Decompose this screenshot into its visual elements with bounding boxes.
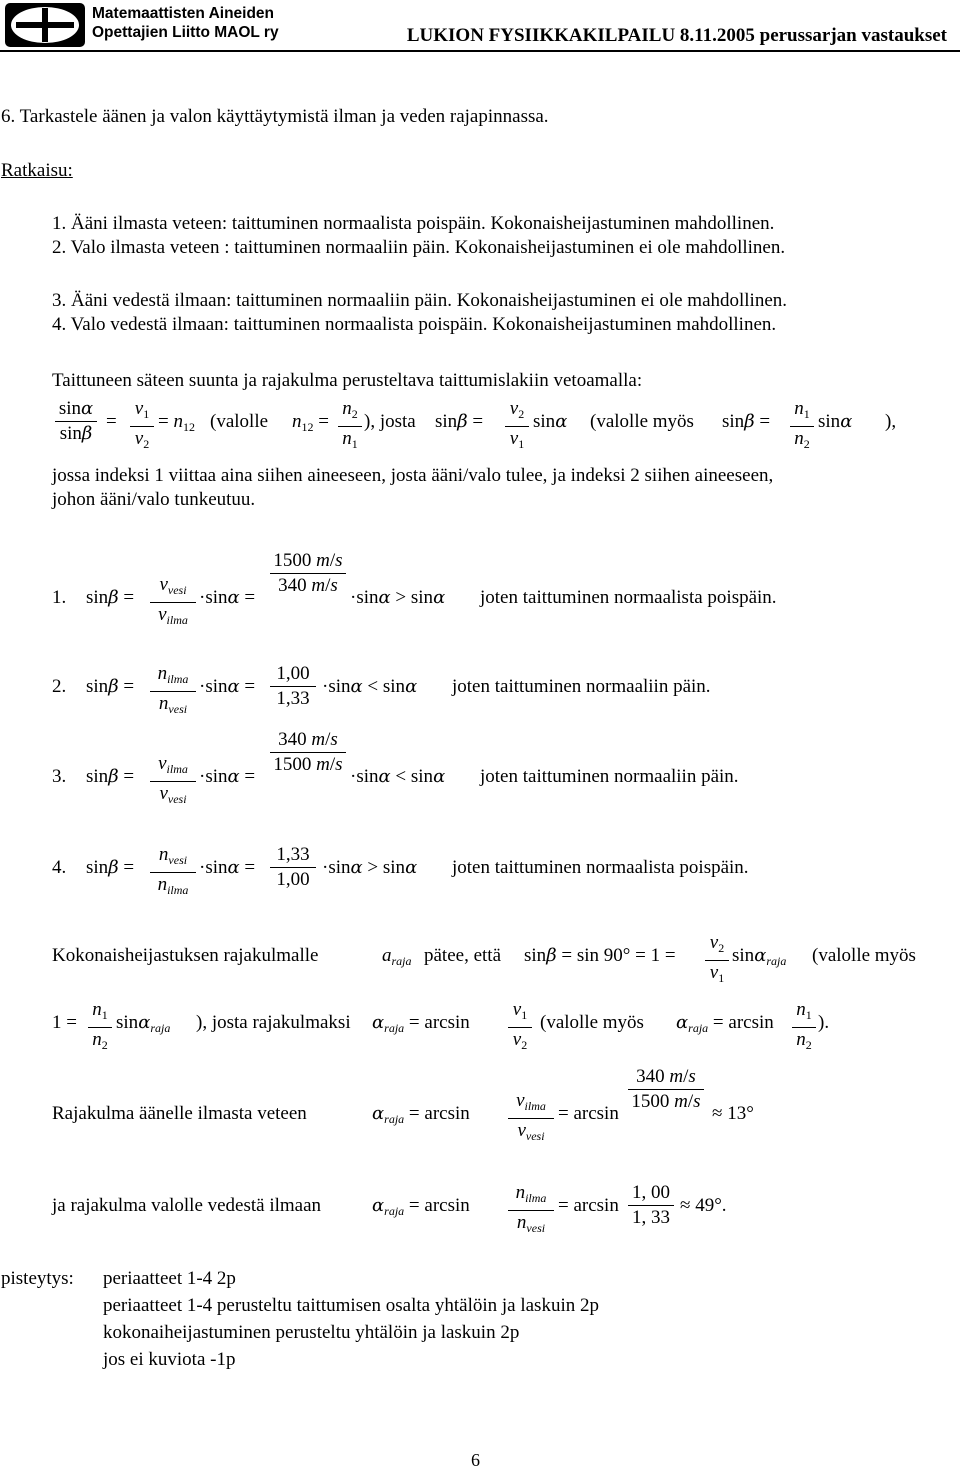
scoring-item-3: kokonaiheijastuminen perusteltu yhtälöin ja laskuin 2p — [103, 1322, 520, 1343]
law-valolle: (valolle — [210, 411, 269, 432]
index-note-1: jossa indeksi 1 viittaa aina siihen aineeseen, josta ääni/valo tulee, ja indeksi 2 siihen aineeseen, — [52, 465, 774, 486]
list-item-2: 2. Valo ilmasta veteen : taittuminen normaaliin päin. Kokonaisheijastuminen ei ole mahdollinen. — [52, 237, 786, 258]
index-note-2: johon ääni/valo tunkeutuu. — [52, 489, 256, 510]
law-josta: ), josta — [364, 411, 416, 432]
law-intro: Taittuneen säteen suunta ja rajakulma perusteltava taittumislakiin vetoamalla: — [52, 370, 643, 391]
org-name-line1: Matemaattisten Aineiden — [92, 5, 275, 22]
scoring-label: pisteytys: — [1, 1268, 74, 1289]
header-rule — [0, 50, 960, 52]
document-title: LUKION FYSIIKKAKILPAILU 8.11.2005 perussarjan vastaukset — [406, 25, 947, 46]
scoring-item-2: periaatteet 1-4 perusteltu taittumisen osalta yhtälöin ja laskuin 2p — [103, 1295, 599, 1316]
list-item-4: 4. Valo vedestä ilmaan: taittuminen normaalista poispäin. Kokonaisheijastuminen mahdollinen. — [52, 314, 777, 335]
list-item-3: 3. Ääni vedestä ilmaan: taittuminen normaaliin päin. Kokonaisheijastuminen ei ole mahdollinen. — [52, 290, 788, 311]
law-valolle-myos: (valolle myös — [590, 411, 694, 432]
org-name-line2: Opettajien Liitto MAOL ry — [92, 24, 279, 41]
law-close: ), — [885, 411, 897, 432]
scoring-item-1: periaatteet 1-4 2p — [103, 1268, 236, 1289]
scoring-item-4: jos ei kuviota -1p — [103, 1349, 236, 1370]
list-item-1: 1. Ääni ilmasta veteen: taittuminen normaalista poispäin. Kokonaisheijastuminen mahdollinen. — [52, 213, 775, 234]
maol-logo — [4, 2, 86, 48]
page-number: 6 — [471, 1450, 480, 1470]
ratkaisu-label: Ratkaisu: — [1, 160, 73, 181]
question-text: 6. Tarkastele äänen ja valon käyttäytymistä ilman ja veden rajapinnassa. — [1, 106, 549, 127]
